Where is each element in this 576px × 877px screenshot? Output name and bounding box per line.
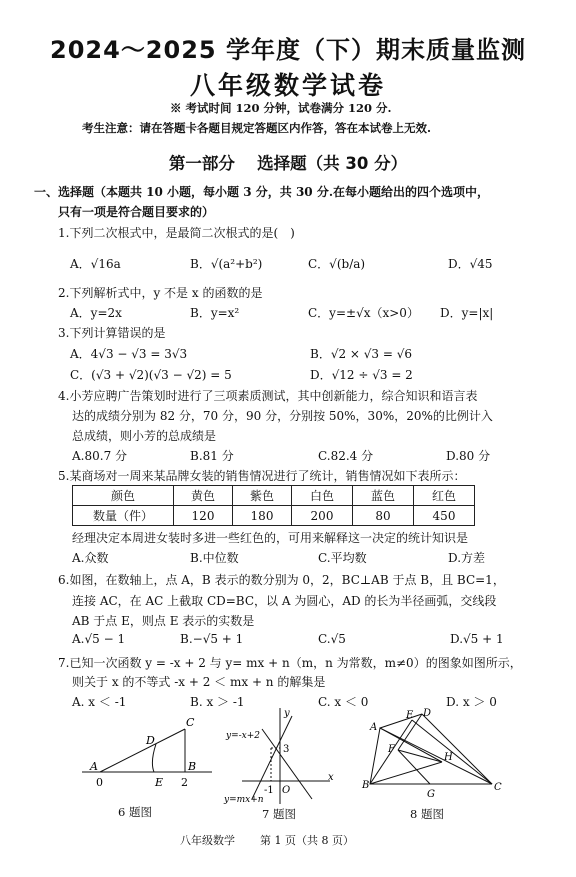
label-c: C (186, 716, 195, 729)
label-d: D (423, 708, 432, 719)
q3-option-c: C．(√3 + √2)(√3 − √2) = 5 (70, 368, 232, 382)
q7-option-a: A. x ＜ -1 (72, 695, 127, 709)
table-cell: 80 (353, 506, 414, 526)
q6-stem-cont: 连接 AC，在 AC 上截取 CD=BC，以 A 为圆心，AD 的长为半径画弧，交线段 (72, 594, 497, 608)
q4-option-a: A.80.7 分 (72, 449, 128, 463)
table-cell: 180 (233, 506, 292, 526)
q2-stem: 2.下列解析式中，y 不是 x 的函数的是 (58, 286, 263, 300)
q7-stem-cont: 则关于 x 的不等式 -x + 2 ＜ mx + n 的解集是 (72, 675, 326, 689)
label-a: A (370, 722, 378, 733)
label-line1: y=-x+2 (226, 731, 261, 741)
label-neg1: -1 (264, 785, 274, 796)
q5-stem: 5.某商场对一周来某品牌女装的销售情况进行了统计，销售情况如下表所示： (58, 469, 466, 483)
label-c: C (494, 782, 502, 793)
q5-followup: 经理决定本周进女装时多进一些红色的，可用来解释这一决定的统计知识是 (72, 531, 469, 545)
q2-option-d: D．y=|x| (440, 306, 494, 320)
label-f: F (388, 744, 395, 755)
q2-option-c: C．y=±√x（x>0） (308, 306, 419, 320)
exam-info: ※ 考试时间 120 分钟，试卷满分 120 分. (170, 101, 392, 115)
table-cell: 白色 (292, 486, 353, 506)
exam-title: 2024～2025 学年度（下）期末质量监测 (50, 36, 526, 64)
figure-8-caption: 8 题图 (410, 807, 444, 821)
q4-option-c: C.82.4 分 (318, 449, 374, 463)
section-intro-cont: 只有一项是符合题目要求的） (58, 205, 215, 219)
q3-option-d: D．√12 ÷ √3 = 2 (310, 368, 413, 382)
q4-option-d: D.80 分 (446, 449, 491, 463)
page-number: 第 1 页（共 8 页） (260, 834, 354, 847)
label-g: G (427, 789, 435, 800)
table-cell: 紫色 (233, 486, 292, 506)
label-x: x (328, 772, 334, 783)
label-e: E (155, 776, 164, 789)
figure-7-caption: 7 题图 (262, 807, 296, 821)
row-header: 颜色 (73, 486, 174, 506)
q1-option-a: A．√16a (70, 257, 121, 271)
exam-notice: 考生注意：请在答题卡各题目规定答题区内作答，答在本试卷上无效. (82, 121, 431, 135)
q6-option-a: A.√5 − 1 (72, 632, 126, 646)
q5-option-d: D.方差 (448, 551, 486, 565)
label-3: 3 (283, 744, 290, 755)
figure-6-caption: 6 题图 (118, 805, 152, 819)
exam-subtitle: 八年级数学试卷 (189, 71, 386, 100)
segment-bh (370, 762, 442, 784)
row-header: 数量（件） (73, 506, 174, 526)
sales-table (72, 485, 475, 526)
q5-option-a: A.众数 (72, 551, 109, 565)
q4-option-b: B.81 分 (190, 449, 234, 463)
label-d: D (146, 734, 155, 747)
segment-dc (422, 714, 492, 784)
q6-stem-end: AB 于点 E，则点 E 表示的实数是 (72, 614, 255, 628)
label-a: A (90, 760, 98, 773)
q1-option-b: B．√(a²+b²) (190, 257, 263, 271)
q7-option-c: C. x ＜ 0 (318, 695, 369, 709)
figure-7-graph (222, 704, 342, 806)
q5-option-b: B.中位数 (190, 551, 239, 565)
q1-option-c: C．√(b/a) (308, 257, 366, 271)
table-cell: 红色 (414, 486, 475, 506)
tick-2: 2 (181, 776, 188, 789)
segment-ad (380, 714, 422, 728)
label-y: y (284, 708, 290, 719)
table-cell: 黄色 (174, 486, 233, 506)
q3-stem: 3.下列计算错误的是 (58, 326, 166, 340)
q1-option-d: D．√45 (448, 257, 493, 271)
q6-option-b: B.−√5 + 1 (180, 632, 244, 646)
section-intro: 一、选择题（本题共 10 小题，每小题 3 分，共 30 分.在每小题给出的四个选项中， (34, 185, 489, 199)
q4-stem: 4.小芳应聘广告策划时进行了三项素质测试，其中创新能力，综合知识和语言表 (58, 389, 478, 403)
q6-option-c: C.√5 (318, 632, 346, 646)
q1-stem: 1.下列二次根式中，是最简二次根式的是( ) (58, 226, 295, 240)
q7-stem: 7.已知一次函数 y = -x + 2 与 y= mx + n（m，n 为常数，m≠0）的图象如图所示， (58, 656, 522, 670)
label-origin: O (282, 785, 291, 796)
arc-de (152, 744, 156, 772)
table-cell: 200 (292, 506, 353, 526)
footer-subject: 八年级数学 (180, 834, 235, 847)
label-line2: y=mx+n (224, 795, 264, 805)
label-b: B (362, 780, 370, 791)
figure-6-number-line (80, 712, 220, 802)
label-h: H (444, 752, 453, 763)
section-title: 第一部分 选择题（共 30 分） (168, 154, 408, 173)
table-row (73, 506, 475, 526)
tick-0: 0 (96, 776, 103, 789)
q3-option-a: A．4√3 − √3 = 3√3 (70, 347, 188, 361)
q2-option-a: A．y=2x (70, 306, 122, 320)
q6-option-d: D.√5 + 1 (450, 632, 504, 646)
table-cell: 120 (174, 506, 233, 526)
q6-stem: 6.如图，在数轴上，点 A，B 表示的数分别为 0，2，BC⊥AB 于点 B，且 BC=1， (58, 573, 505, 587)
label-e: E (406, 710, 414, 721)
segment-ac (100, 729, 185, 772)
label-b: B (188, 760, 197, 773)
q7-option-d: D. x ＞ 0 (446, 695, 497, 709)
table-cell: 450 (414, 506, 475, 526)
q5-option-c: C.平均数 (318, 551, 367, 565)
q2-option-b: B．y=x² (190, 306, 240, 320)
table-cell: 蓝色 (353, 486, 414, 506)
q7-option-b: B. x ＞ -1 (190, 695, 245, 709)
q4-stem-cont: 达的成绩分别为 82 分，70 分，90 分，分别按 50%，30%，20%的比例计入 (72, 409, 493, 423)
q3-option-b: B．√2 × √3 = √6 (310, 347, 413, 361)
figure-8-geometry (360, 708, 510, 804)
q4-stem-end: 总成绩，则小芳的总成绩是 (72, 429, 217, 443)
table-row (73, 486, 475, 506)
